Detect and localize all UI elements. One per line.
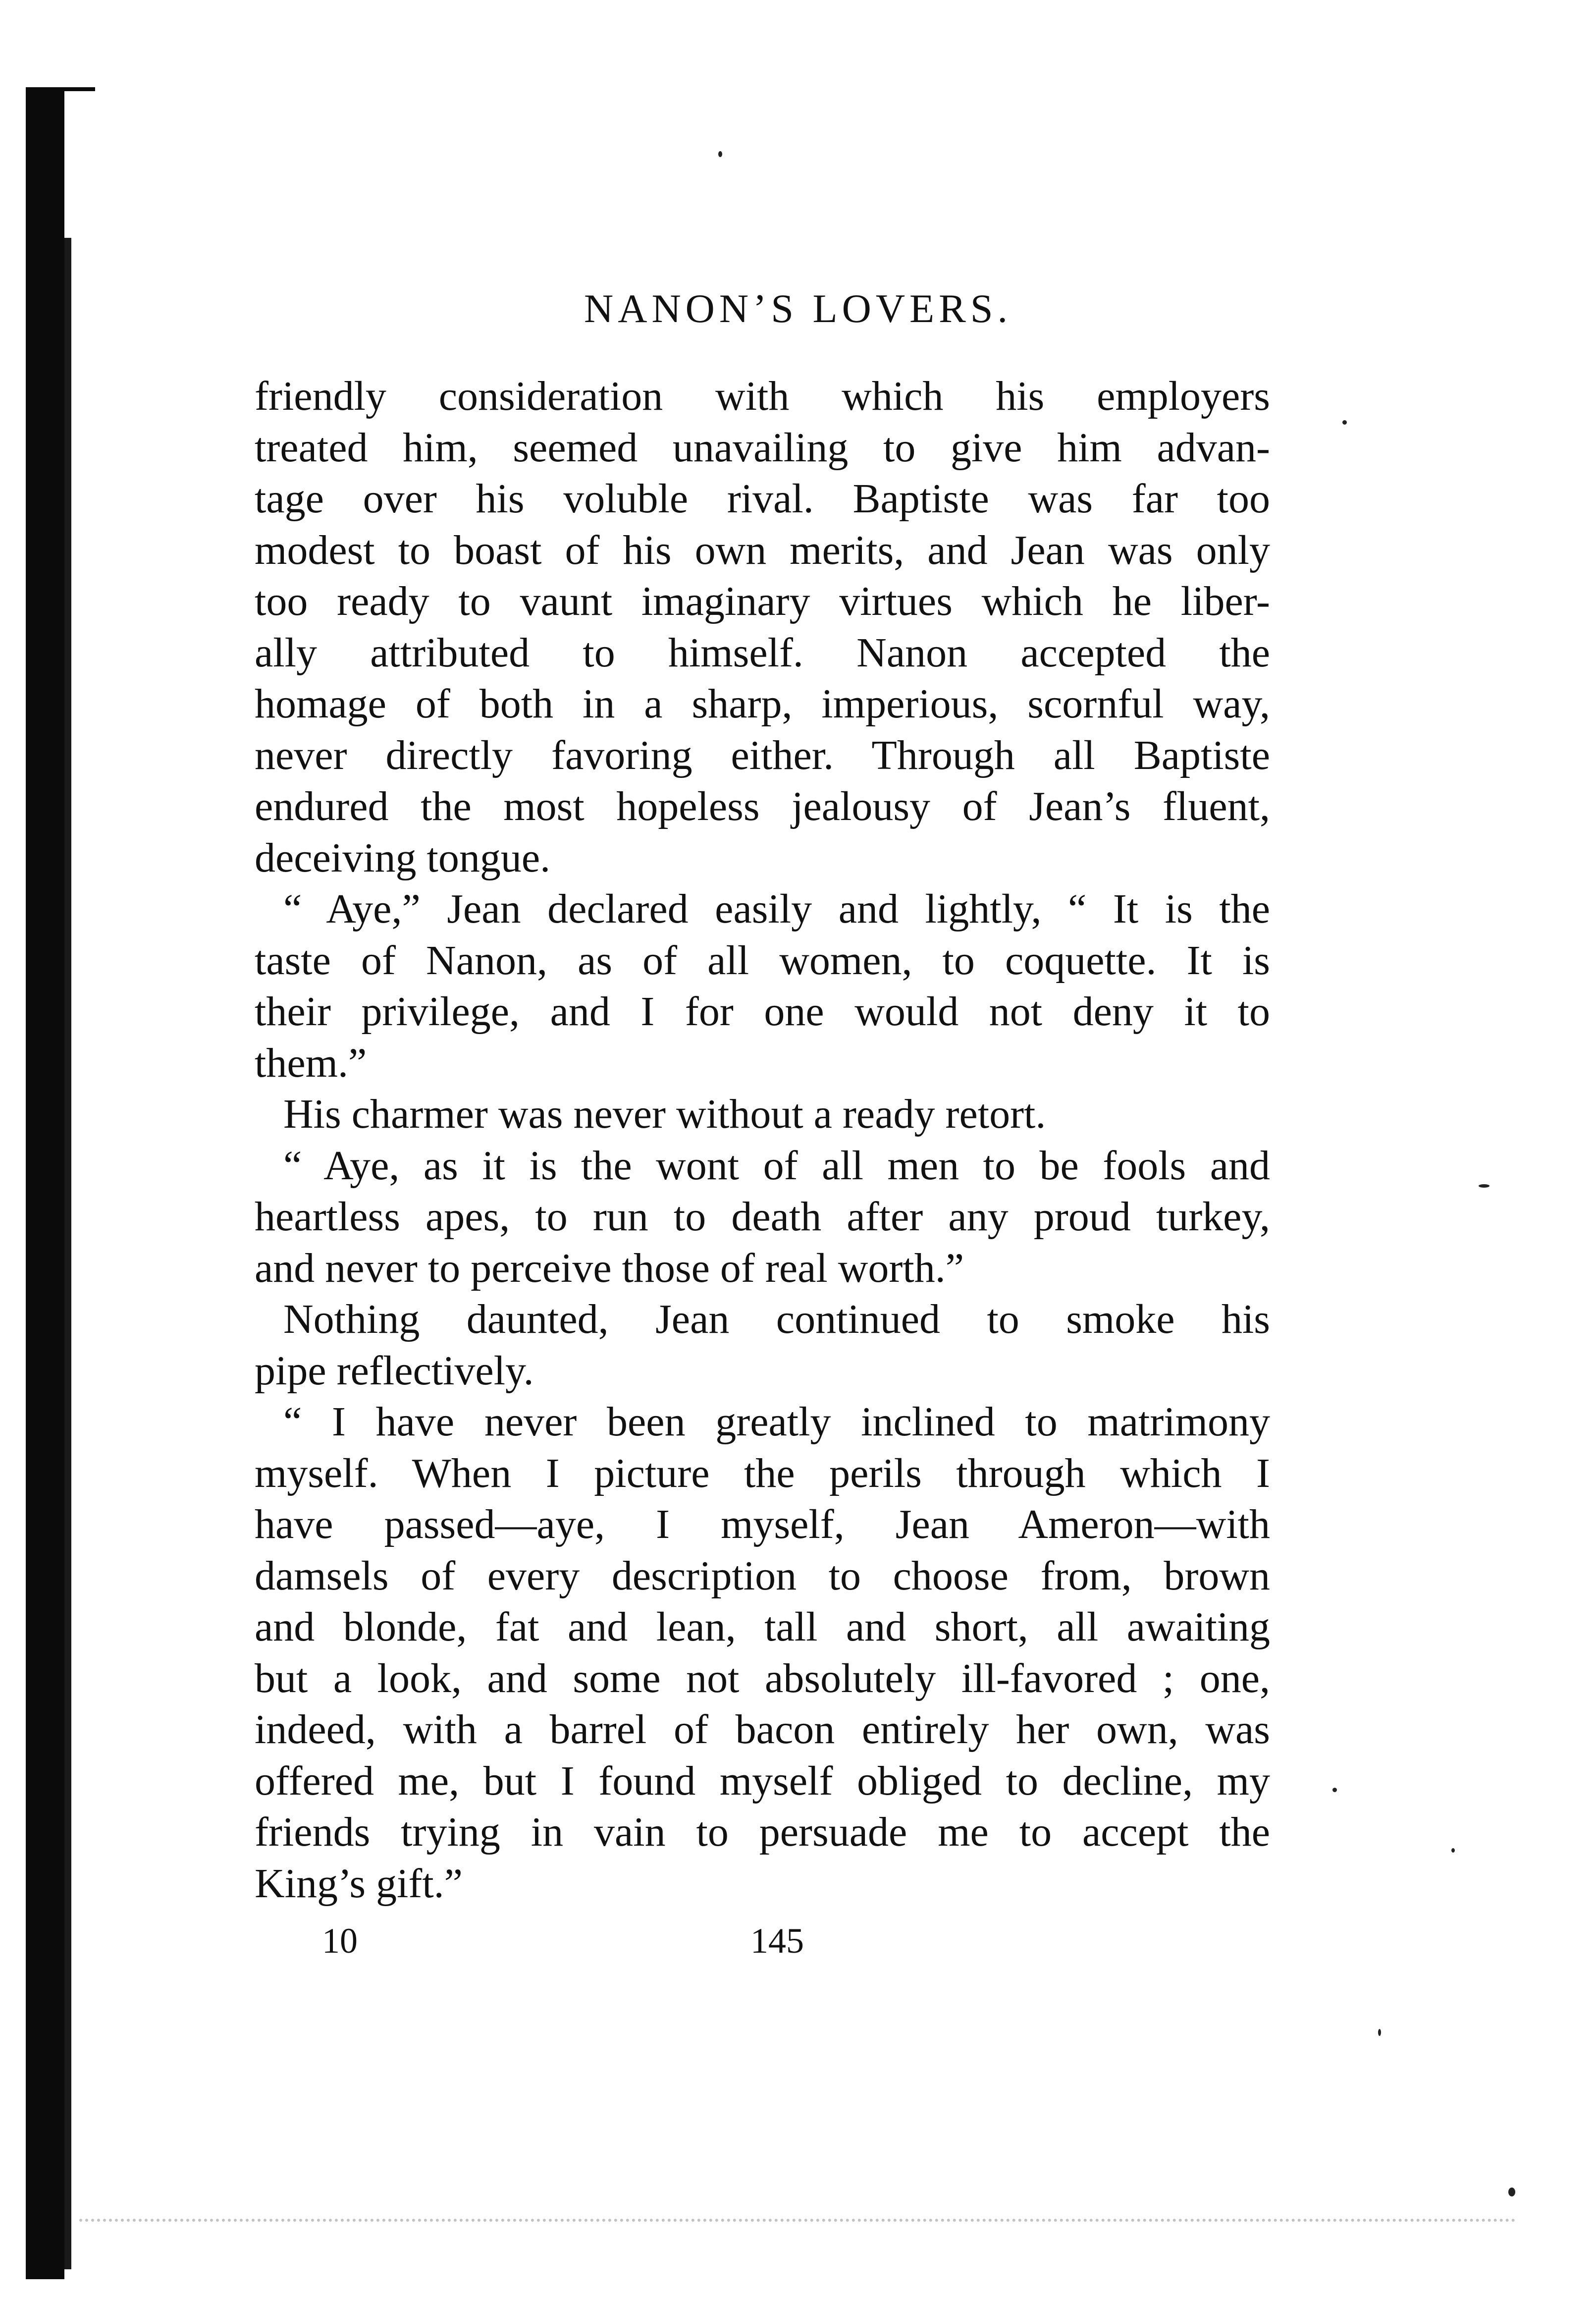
scan-speck [1479,1184,1490,1188]
text-line: but a look, and some not absolutely ill-favored ; one, [255,1655,1270,1701]
text-line: damsels of every description to choose from, brown [255,1552,1270,1599]
text-line: friends trying in vain to persuade me to accept the [255,1809,1270,1855]
text-line: too ready to vaunt imaginary virtues which he liber- [255,578,1270,624]
text-line: and never to perceive those of real worth.” [255,1245,964,1291]
scan-speck [718,151,722,157]
binding-shadow [64,238,71,2269]
text-line: His charmer was never without a ready retort. [283,1091,1046,1137]
scan-speck [1451,1848,1455,1853]
text-line: taste of Nanon, as of all women, to coquette. It is [255,937,1270,984]
text-line: homage of both in a sharp, imperious, scornful way, [255,681,1270,727]
text-line: “ I have never been greatly inclined to matrimony [283,1399,1270,1445]
binding-edge [26,89,64,2279]
text-line: deceiving tongue. [255,834,551,881]
text-line: “ Aye, as it is the wont of all men to be fools and [283,1142,1270,1189]
text-line: endured the most hopeless jealousy of Jean’s fluent, [255,783,1270,829]
text-line: heartless apes, to run to death after any proud turkey, [255,1194,1270,1240]
text-line: and blonde, fat and lean, tall and short, all awaiting [255,1604,1270,1650]
text-line: their privilege, and I for one would not deny it to [255,988,1270,1035]
scan-speck [1332,1788,1337,1792]
scan-speck [1342,420,1347,425]
text-line: Nothing daunted, Jean continued to smoke his [283,1296,1270,1342]
text-line: pipe reflectively. [255,1347,534,1394]
text-line: “ Aye,” Jean declared easily and lightly, “ It is the [283,886,1270,932]
scan-speck [1508,2188,1515,2196]
text-line: them.” [255,1040,367,1086]
text-line: tage over his voluble rival. Baptiste was far too [255,476,1270,522]
page-number: 145 [750,1921,804,1961]
text-line: modest to boast of his own merits, and Jean was only [255,527,1270,573]
text-line: offered me, but I found myself obliged to decline, my [255,1757,1270,1804]
signature-mark: 10 [322,1921,358,1961]
text-line: have passed—aye, I myself, Jean Ameron—with [255,1501,1270,1547]
text-line: myself. When I picture the perils through which I [255,1450,1270,1496]
scan-speck [1378,2029,1381,2036]
scan-edge-dust [79,2219,1516,2222]
text-line: never directly favoring either. Through all Baptiste [255,732,1270,778]
text-line: friendly consideration with which his employers [255,373,1270,419]
running-head: NANON’S LOVERS. [584,286,1012,331]
text-line: ally attributed to himself. Nanon accepted the [255,629,1270,676]
text-line: treated him, seemed unavailing to give him advan- [255,424,1270,471]
text-line: King’s gift.” [255,1860,463,1907]
body-text [255,371,1270,1909]
text-line: indeed, with a barrel of bacon entirely her own, was [255,1706,1270,1753]
